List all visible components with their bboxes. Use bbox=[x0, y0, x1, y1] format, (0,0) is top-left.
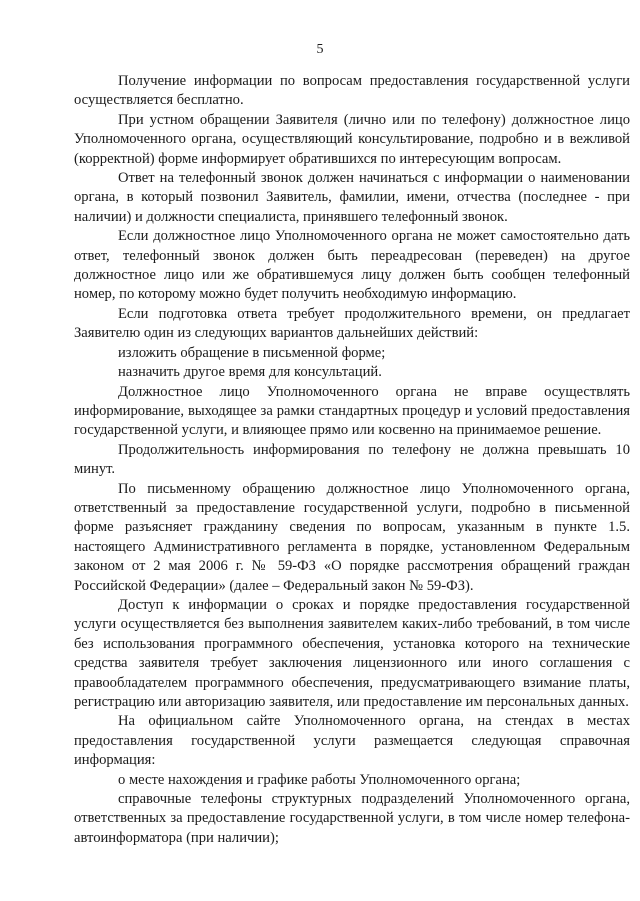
paragraph-option-reschedule: назначить другое время для консультаций. bbox=[118, 364, 382, 381]
paragraph-long-preparation: Если подготовка ответа требует продолжительного времени, он предлагает Заявителю один из следующих вариантов дальнейших действий: bbox=[74, 305, 630, 342]
paragraph-oral-request: При устном обращении Заявителя (лично или по телефону) должностное лицо Уполномоченного органа, осуществляющий консультирование, подробно и в вежливой (корректной) форме информирует обратившихся по интересующим вопросам. bbox=[74, 111, 630, 167]
paragraph-location-schedule: о месте нахождения и графике работы Уполномоченного органа; bbox=[118, 771, 521, 788]
paragraph-informing-limits: Должностное лицо Уполномоченного органа не вправе осуществлять информирование, выходящее за рамки стандартных процедур и условий предоставления государственной услуги, и влияющее прямо или косвенно на принимаемое решение. bbox=[74, 383, 630, 439]
paragraph-call-redirect: Если должностное лицо Уполномоченного органа не может самостоятельно дать ответ, телефонный звонок должен быть переадресован (переведен) на другое должностное лицо или же обратившемуся лицу должен быть сообщен телефонный номер, по которому можно будет получить необходимую информацию. bbox=[74, 228, 630, 303]
paragraph-reference-information: На официальном сайте Уполномоченного органа, на стендах в местах предоставления государственной услуги размещается следующая справочная информация: bbox=[74, 713, 630, 769]
paragraph-information-access: Доступ к информации о сроках и порядке предоставления государственной услуги осуществляется без выполнения заявителем каких-либо требований, в том числе без использования программного обеспечения, установка которого на технические средства заявителя требует заключения лицензионного или иного соглашения с правообладателем программного обеспечения, предусматривающего взимание платы, регистрацию или авторизацию заявителя, или предоставление им персональных данных. bbox=[74, 596, 630, 710]
paragraph-reference-phones: справочные телефоны структурных подразделений Уполномоченного органа, ответственных за предоставление государственной услуги, в том числе номер телефона-автоинформатора (при наличии); bbox=[74, 791, 630, 846]
paragraph-written-request: По письменному обращению должностное лицо Уполномоченного органа, ответственный за предоставление государственной услуги, подробно в письменной форме разъясняет гражданину сведения по вопросам, указанным в пункте 1.5. настоящего Административного регламента в порядке, установленном Федеральным законом от 2 мая 2006 г. № 59-ФЗ «О порядке рассмотрения обращений граждан Российской Федерации» (далее – Федеральный закон № 59-ФЗ). bbox=[74, 480, 630, 594]
paragraph-option-written: изложить обращение в письменной форме; bbox=[118, 344, 386, 361]
document-body bbox=[74, 72, 630, 848]
page-number: 5 bbox=[316, 42, 324, 57]
paragraph-call-duration: Продолжительность информирования по телефону не должна превышать 10 минут. bbox=[74, 441, 630, 478]
paragraph-phone-answer: Ответ на телефонный звонок должен начинаться с информации о наименовании органа, в который позвонил Заявитель, фамилии, имени, отчества (последнее - при наличии) и должности специалиста, принявшего телефонный звонок. bbox=[74, 170, 630, 225]
paragraph-free-information: Получение информации по вопросам предоставления государственной услуги осуществляется бесплатно. bbox=[74, 73, 630, 109]
